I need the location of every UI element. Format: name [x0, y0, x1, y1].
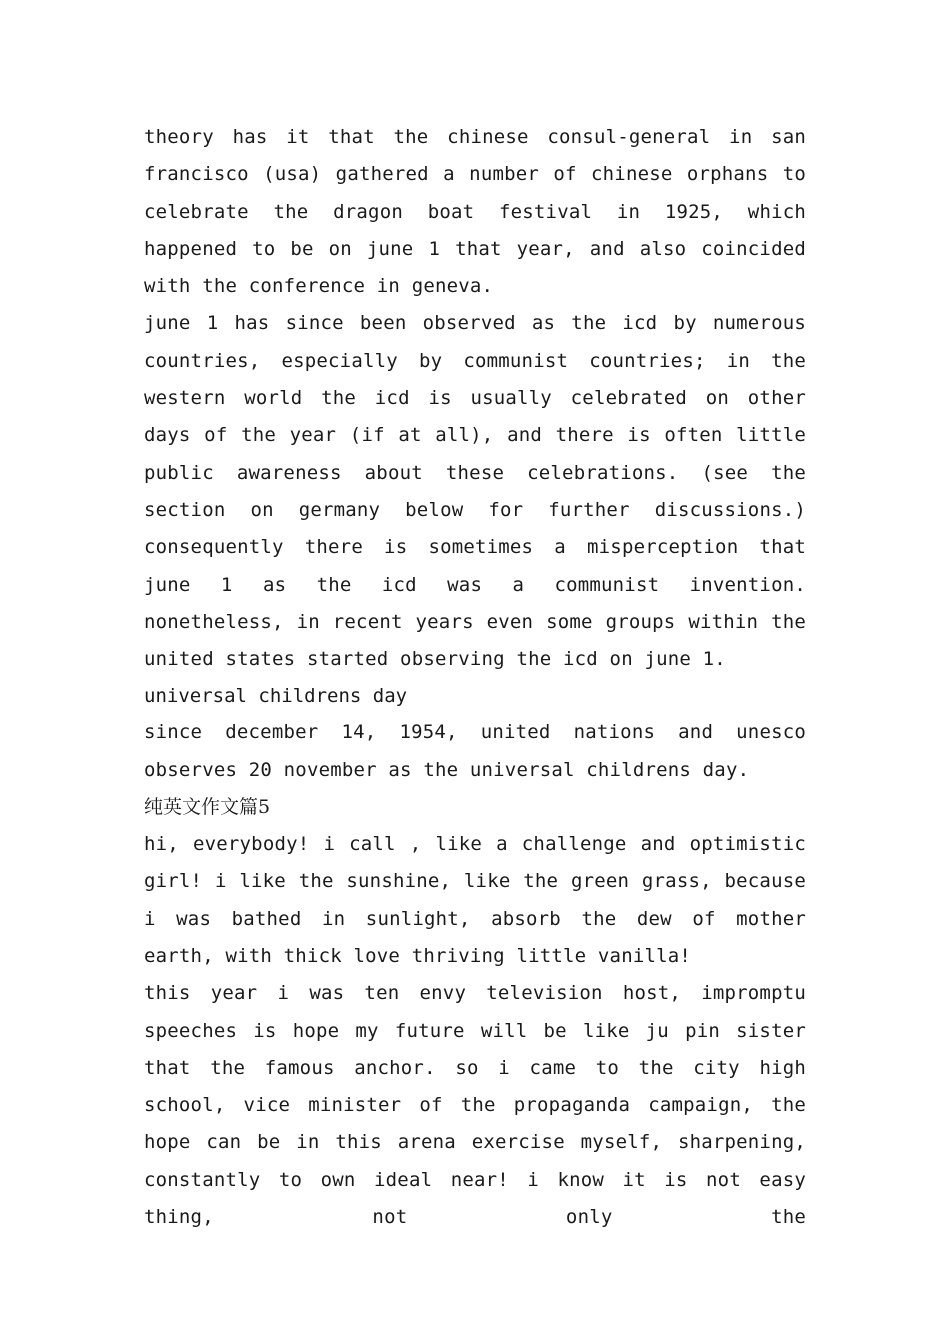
- paragraph-self-introduction: hi, everybody! i call , like a challenge and optimistic girl! i like the sunshine, like the green grass, because i was bathed in sunlight, absorb the dew of mother earth, with thick love thriving little vanilla!: [144, 833, 806, 967]
- paragraph-universal-childrens-day: since december 14, 1954, united nations and unesco observes 20 november as the universal childrens day.: [144, 721, 806, 781]
- section-heading-essay-5: 纯英文作文篇5: [144, 796, 271, 819]
- subheading-universal-childrens-day: universal childrens day: [144, 685, 408, 708]
- document-body: [144, 119, 806, 1236]
- paragraph-june-1-observance: june 1 has since been observed as the icd by numerous countries, especially by communist countries; in the western world the icd is usually celebrated on other days of the year (if at all), and there is often little public awareness about these celebrations. (see the section on germany below for further discussions.) consequently there is sometimes a misperception that june 1 as the icd was a communist invention. nonetheless, in recent years even some groups within the united states started observing the icd on june 1.: [144, 312, 806, 671]
- paragraph-television-host-dream: this year i was ten envy television host, impromptu speeches is hope my future will be like ju pin sister that the famous anchor. so i came to the city high school, vice minister of the propaganda campaign, the hope can be in this arena exercise myself, sharpening, constantly to own ideal near! i know it is not easy thing, not only the: [144, 982, 806, 1229]
- paragraph-dragon-boat-theory: theory has it that the chinese consul-general in san francisco (usa) gathered a number of chinese orphans to celebrate the dragon boat festival in 1925, which happened to be on june 1 that year, and also coincided with the conference in geneva.: [144, 126, 806, 298]
